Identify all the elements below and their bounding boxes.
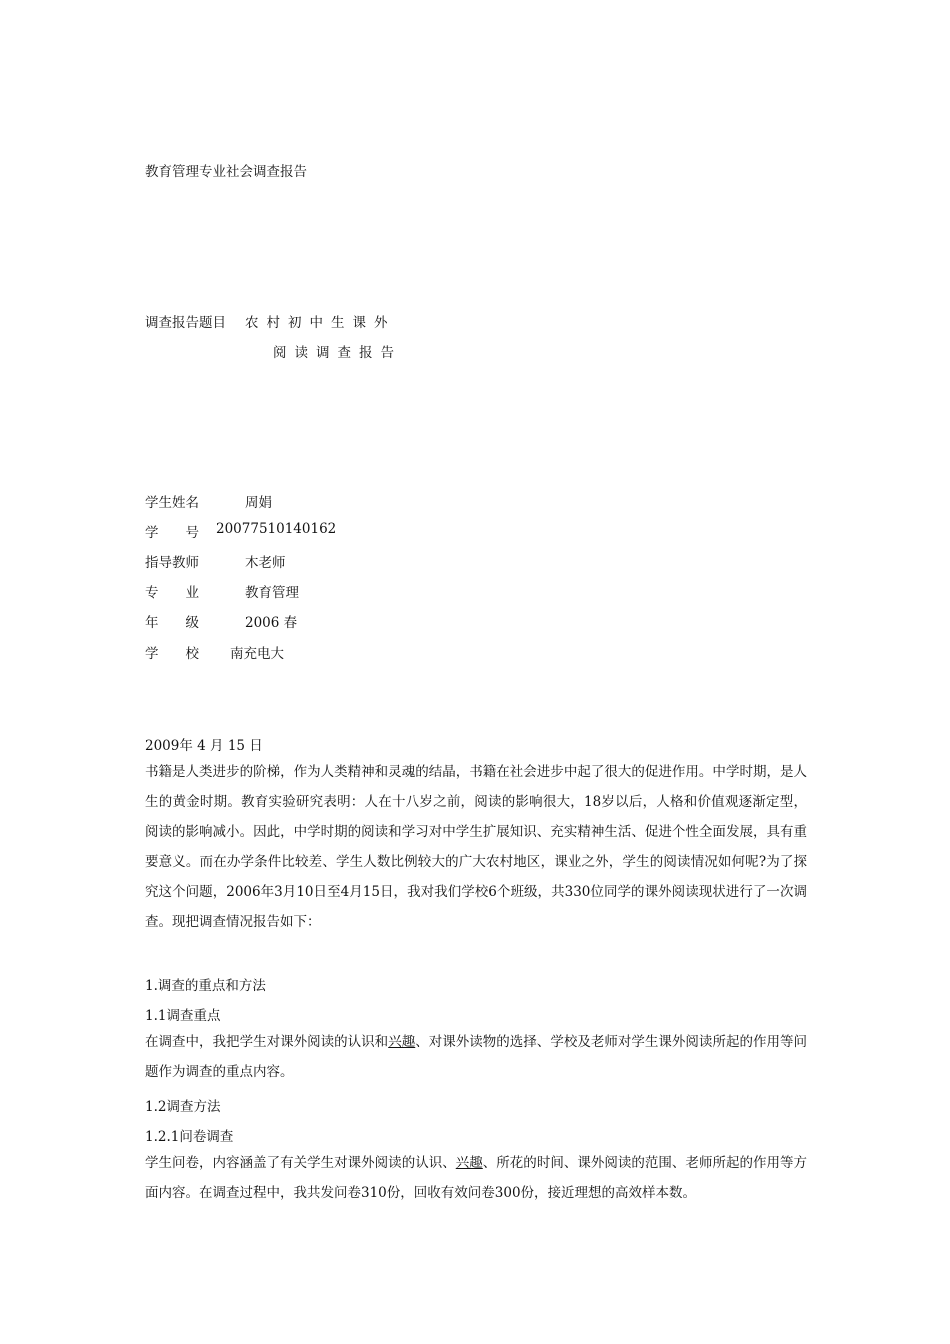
section-1-1-text-b: 、对课外读物的选择、学校及老师对学生课外阅读所起的作用等问题作为调查的重点内容。 xyxy=(145,1034,808,1080)
info-value-major: 教育管理 xyxy=(245,585,299,601)
info-label-name: 学生姓名 xyxy=(145,495,199,511)
info-value-school: 南充电大 xyxy=(230,646,284,662)
section-1-1-text-a: 在调查中，我把学生对课外阅读的认识和 xyxy=(145,1034,389,1050)
topic-label: 调查报告题目 xyxy=(145,315,226,331)
section-1-1-underlined-term: 兴趣 xyxy=(388,1034,416,1050)
section-1-2-1-underlined-term: 兴趣 xyxy=(455,1155,483,1171)
document-title: 教育管理专业社会调查报告 xyxy=(145,164,307,180)
info-label-grade: 年 级 xyxy=(145,615,199,631)
info-value-id: 20077510140162 xyxy=(216,521,337,537)
info-label-school: 学 校 xyxy=(145,646,199,662)
intro-paragraph: 书籍是人类进步的阶梯，作为人类精神和灵魂的结晶，书籍在社会进步中起了很大的促进作用。中学时期，是人生的黄金时期。教育实验研究表明：人在十八岁之前，阅读的影响很大，18岁以后，人格和价值观逐渐定型，阅读的影响减小。因此，中学时期的阅读和学习对中学生扩展知识、充实精神生活、促进个性全面发展，具有重要意义。而在办学条件比较差、学生人数比例较大的广大农村地区，课业之外，学生的阅读情况如何呢?为了探究这个问题，2006年3月10日至4月15日，我对我们学校6个班级，共330位同学的课外阅读现状进行了一次调查。现把调查情况报告如下： xyxy=(145,764,807,930)
info-label-advisor: 指导教师 xyxy=(145,555,199,571)
info-label-id: 学 号 xyxy=(145,525,199,541)
topic-title-line1: 农村初中生课外 xyxy=(245,315,396,331)
info-value-advisor: 木老师 xyxy=(245,555,286,571)
section-1-1-heading: 1.1调查重点 xyxy=(145,1008,221,1024)
info-label-major: 专 业 xyxy=(145,585,199,601)
section-1-2-heading: 1.2调查方法 xyxy=(145,1099,221,1115)
report-date: 2009年 4 月 15 日 xyxy=(145,738,263,754)
info-value-grade: 2006 春 xyxy=(245,615,298,631)
section-1-2-1-paragraph xyxy=(145,1148,807,1208)
section-1-2-1-text-a: 学生问卷，内容涵盖了有关学生对课外阅读的认识、 xyxy=(145,1155,456,1171)
section-1-1-paragraph xyxy=(145,1027,807,1087)
section-1-heading: 1.调查的重点和方法 xyxy=(145,978,266,994)
info-value-name: 周娟 xyxy=(245,495,272,511)
section-1-2-1-heading: 1.2.1问卷调查 xyxy=(145,1129,234,1145)
topic-title-line2: 阅读调查报告 xyxy=(273,345,402,361)
section-1-2-1-text-b: 、所花的时间、课外阅读的范围、老师所起的作用等方面内容。在调查过程中，我共发问卷310份，回收有效问卷300份，接近理想的高效样本数。 xyxy=(145,1155,808,1201)
